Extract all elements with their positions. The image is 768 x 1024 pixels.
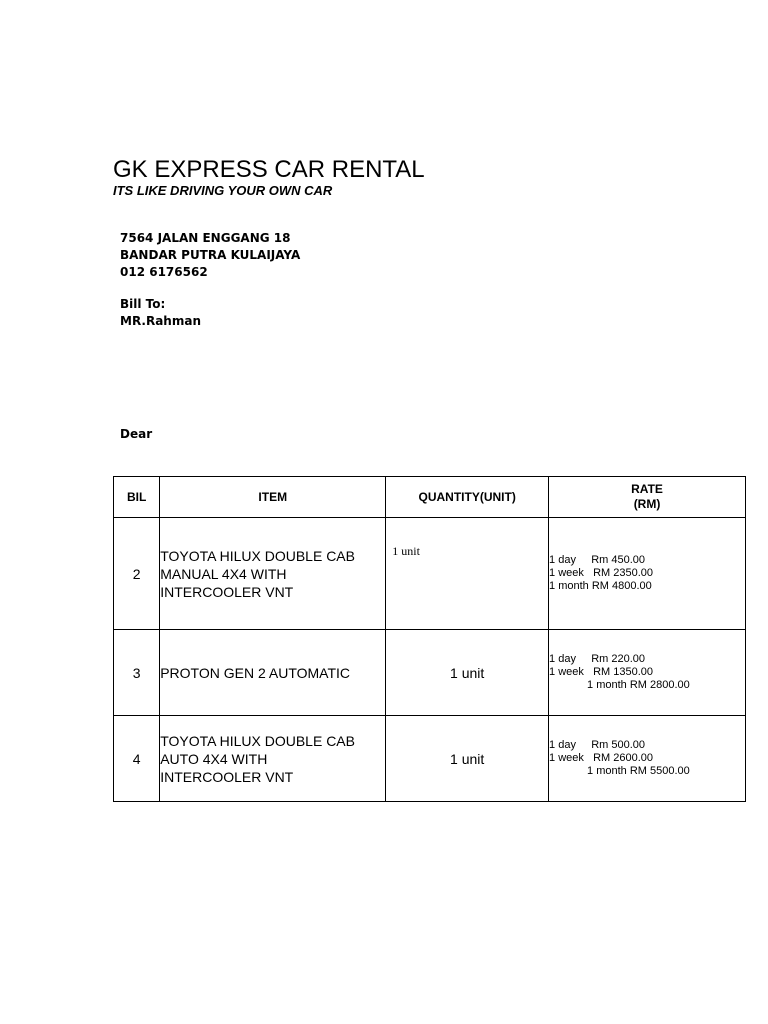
table-header-row	[114, 477, 746, 518]
row-bil: 4	[114, 716, 160, 802]
rate-line: 1 week RM 1350.00	[549, 666, 653, 678]
row-bil: 3	[114, 630, 160, 716]
item-line: PROTON GEN 2 AUTOMATIC	[160, 664, 351, 681]
address-line-2: BANDAR PUTRA KULAIJAYA	[120, 248, 301, 262]
item-line: INTERCOOLER VNT	[160, 583, 294, 600]
row-item	[160, 518, 386, 630]
rate-line: 1 day Rm 450.00	[549, 554, 646, 566]
item-line: MANUAL 4X4 WITH	[160, 565, 287, 582]
table-row	[114, 716, 746, 802]
rate-line: 1 day Rm 500.00	[549, 739, 646, 751]
item-line: AUTO 4X4 WITH	[160, 750, 268, 767]
item-line: TOYOTA HILUX DOUBLE CAB	[160, 732, 355, 749]
header-item: ITEM	[160, 477, 386, 518]
rate-line: 1 week RM 2600.00	[549, 752, 653, 764]
rate-line: 1 month RM 2800.00	[587, 679, 690, 691]
header-bil: BIL	[114, 477, 160, 518]
row-bil: 2	[114, 518, 160, 630]
company-tagline: ITS LIKE DRIVING YOUR OWN CAR	[113, 183, 333, 198]
row-quantity: 1 unit	[386, 518, 549, 630]
row-item	[160, 716, 386, 802]
bill-to-block	[120, 296, 201, 330]
rental-rates-table	[113, 476, 746, 802]
row-rate	[549, 716, 746, 802]
item-line: INTERCOOLER VNT	[160, 768, 294, 785]
rate-line: 1 month RM 5500.00	[587, 765, 690, 777]
table-row	[114, 630, 746, 716]
item-line: TOYOTA HILUX DOUBLE CAB	[160, 547, 355, 564]
bill-to-name: MR.Rahman	[120, 314, 201, 328]
row-quantity: 1 unit	[386, 630, 549, 716]
header-rate-label: RATE	[631, 482, 663, 496]
header-rate-unit: (RM)	[633, 497, 661, 511]
header-rate	[549, 477, 746, 518]
company-address	[120, 230, 300, 281]
rate-line: 1 month RM 4800.00	[549, 580, 652, 592]
rate-line: 1 week RM 2350.00	[549, 567, 653, 579]
salutation: Dear	[120, 427, 153, 441]
row-quantity: 1 unit	[386, 716, 549, 802]
table-row	[114, 518, 746, 630]
row-item	[160, 630, 386, 716]
header-quantity: QUANTITY(UNIT)	[386, 477, 549, 518]
address-line-1: 7564 JALAN ENGGANG 18	[120, 231, 291, 245]
company-name: GK EXPRESS CAR RENTAL	[113, 155, 425, 184]
row-rate	[549, 518, 746, 630]
row-rate	[549, 630, 746, 716]
phone-number: 012 6176562	[120, 265, 208, 279]
rate-line: 1 day Rm 220.00	[549, 653, 646, 665]
bill-to-label: Bill To:	[120, 297, 166, 311]
